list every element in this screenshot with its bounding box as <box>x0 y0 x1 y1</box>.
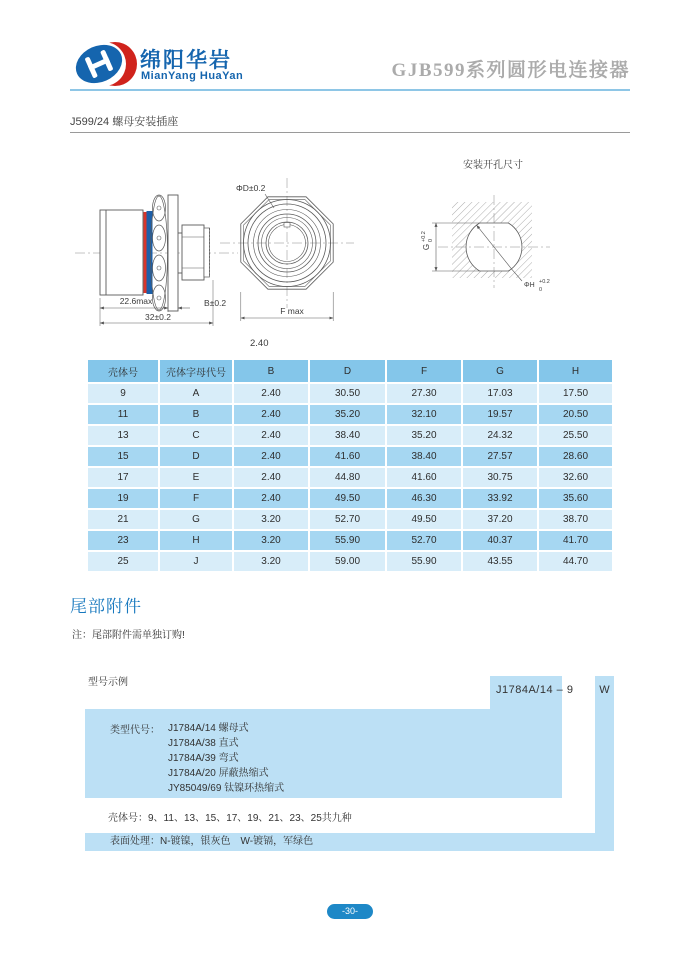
cell: 9 <box>88 384 158 403</box>
cell: 35.60 <box>539 489 612 508</box>
cell: 43.55 <box>463 552 537 571</box>
dimension-label: 2.40 <box>250 338 269 349</box>
shell-dimension-table <box>86 358 614 573</box>
cell: 37.20 <box>463 510 537 529</box>
cell: 21 <box>88 510 158 529</box>
cell: 24.32 <box>463 426 537 445</box>
cell: B <box>160 405 232 424</box>
cell: 32.60 <box>539 468 612 487</box>
cell: 44.70 <box>539 552 612 571</box>
cell: 40.37 <box>463 531 537 550</box>
cell: 30.75 <box>463 468 537 487</box>
company-logo-icon <box>74 38 138 90</box>
cell: 32.10 <box>387 405 461 424</box>
svg-text:+0.2: +0.2 <box>421 231 427 242</box>
cell: 3.20 <box>234 552 308 571</box>
cell: J <box>160 552 232 571</box>
cell: 38.40 <box>310 426 385 445</box>
cell: 35.20 <box>387 426 461 445</box>
table-row <box>88 510 612 529</box>
table-row <box>88 552 612 571</box>
cell: C <box>160 426 232 445</box>
tail-section-note: 注：尾部附件需单独订购! <box>72 630 185 641</box>
cell: 27.57 <box>463 447 537 466</box>
type-code-item: JY85049/69 钛镍环热缩式 <box>168 783 285 794</box>
svg-text:G: G <box>422 243 431 251</box>
cell: 41.60 <box>310 447 385 466</box>
cell: 41.70 <box>539 531 612 550</box>
cell: 44.80 <box>310 468 385 487</box>
cell: 17.50 <box>539 384 612 403</box>
model-example-label: 型号示例 <box>88 677 128 688</box>
g-dimension-label <box>421 231 434 250</box>
cell: 2.40 <box>234 447 308 466</box>
model-suffix-text: W <box>599 684 610 696</box>
surface-treatment-line: 表面处理：N-镀镍，银灰色 W-镀镉，军绿色 <box>110 836 314 847</box>
cell: E <box>160 468 232 487</box>
cell: 33.92 <box>463 489 537 508</box>
table-row <box>88 531 612 550</box>
table-header-row <box>88 360 612 382</box>
cell: 30.50 <box>310 384 385 403</box>
page-number-badge: -30- <box>327 904 373 919</box>
table-row <box>88 426 612 445</box>
cell: 38.40 <box>387 447 461 466</box>
dimension-label: ΦD±0.2 <box>236 183 266 193</box>
cell: 13 <box>88 426 158 445</box>
cell: 52.70 <box>387 531 461 550</box>
brand-name-en: MianYang HuaYan <box>141 70 244 82</box>
col-header-shell-no: 壳体号 <box>88 360 158 382</box>
cell: 2.40 <box>234 468 308 487</box>
svg-text:0: 0 <box>428 238 434 242</box>
dimension-label: F max <box>280 306 304 316</box>
cell: G <box>160 510 232 529</box>
cell: 27.30 <box>387 384 461 403</box>
surface-code-column <box>595 676 614 851</box>
cell: 17.03 <box>463 384 537 403</box>
type-code-list <box>168 721 284 796</box>
front-view-drawing <box>220 178 354 321</box>
cell: 23 <box>88 531 158 550</box>
col-header-d: D <box>310 360 385 382</box>
mounting-hole-drawing <box>432 195 550 288</box>
cell: 55.90 <box>387 552 461 571</box>
cell: 2.40 <box>234 489 308 508</box>
svg-text:ΦH: ΦH <box>524 282 535 289</box>
cell: H <box>160 531 232 550</box>
dimension-label: 22.6max <box>119 296 153 306</box>
col-header-b: B <box>234 360 308 382</box>
cell: A <box>160 384 232 403</box>
cell: 49.50 <box>310 489 385 508</box>
cell: 28.60 <box>539 447 612 466</box>
cell: 2.40 <box>234 426 308 445</box>
brand-name-cn: 绵阳华岩 <box>140 49 232 72</box>
svg-text:0: 0 <box>539 287 543 293</box>
cell: 25.50 <box>539 426 612 445</box>
cell: 55.90 <box>310 531 385 550</box>
table-row <box>88 384 612 403</box>
col-header-shell-letter: 壳体字母代号 <box>160 360 232 382</box>
cell: 3.20 <box>234 531 308 550</box>
technical-drawings <box>60 140 640 355</box>
cell: 25 <box>88 552 158 571</box>
svg-text:+0.2: +0.2 <box>539 279 550 285</box>
table-row <box>88 405 612 424</box>
cell: 49.50 <box>387 510 461 529</box>
dimension-label: B±0.2 <box>204 298 227 308</box>
cell: 2.40 <box>234 405 308 424</box>
section-title: J599/24 螺母安装插座 <box>70 116 179 128</box>
type-code-item: J1784A/14 螺母式 <box>168 723 249 734</box>
table-row <box>88 489 612 508</box>
cell: 59.00 <box>310 552 385 571</box>
cell: 19.57 <box>463 405 537 424</box>
header-divider <box>70 89 630 91</box>
cell: 35.20 <box>310 405 385 424</box>
dimension-label: 32±0.2 <box>145 312 171 322</box>
cell: F <box>160 489 232 508</box>
type-code-item: J1784A/20 屏蔽热缩式 <box>168 768 269 779</box>
cell: 38.70 <box>539 510 612 529</box>
cell: 3.20 <box>234 510 308 529</box>
type-code-label: 类型代号： <box>110 725 160 736</box>
type-code-item: J1784A/39 弯式 <box>168 753 239 764</box>
cell: 41.60 <box>387 468 461 487</box>
document-title: GJB599系列圆形电连接器 <box>391 60 630 81</box>
cell: 19 <box>88 489 158 508</box>
model-code-text: J1784A/14 – 9 <box>496 684 574 696</box>
cell: 2.40 <box>234 384 308 403</box>
col-header-f: F <box>387 360 461 382</box>
table-row <box>88 468 612 487</box>
hole-view-title: 安装开孔尺寸 <box>463 160 523 171</box>
section-divider <box>70 132 630 133</box>
cell: D <box>160 447 232 466</box>
cell: 15 <box>88 447 158 466</box>
cell: 17 <box>88 468 158 487</box>
cell: 11 <box>88 405 158 424</box>
cell: 52.70 <box>310 510 385 529</box>
table-row <box>88 447 612 466</box>
tail-section-title: 尾部附件 <box>70 597 142 616</box>
cell: 46.30 <box>387 489 461 508</box>
h-dimension-label <box>524 279 550 293</box>
cell: 20.50 <box>539 405 612 424</box>
col-header-h: H <box>539 360 612 382</box>
type-code-item: J1784A/38 直式 <box>168 738 239 749</box>
shell-number-line: 壳体号：9、11、13、15、17、19、21、23、25共九种 <box>108 813 352 824</box>
col-header-g: G <box>463 360 537 382</box>
